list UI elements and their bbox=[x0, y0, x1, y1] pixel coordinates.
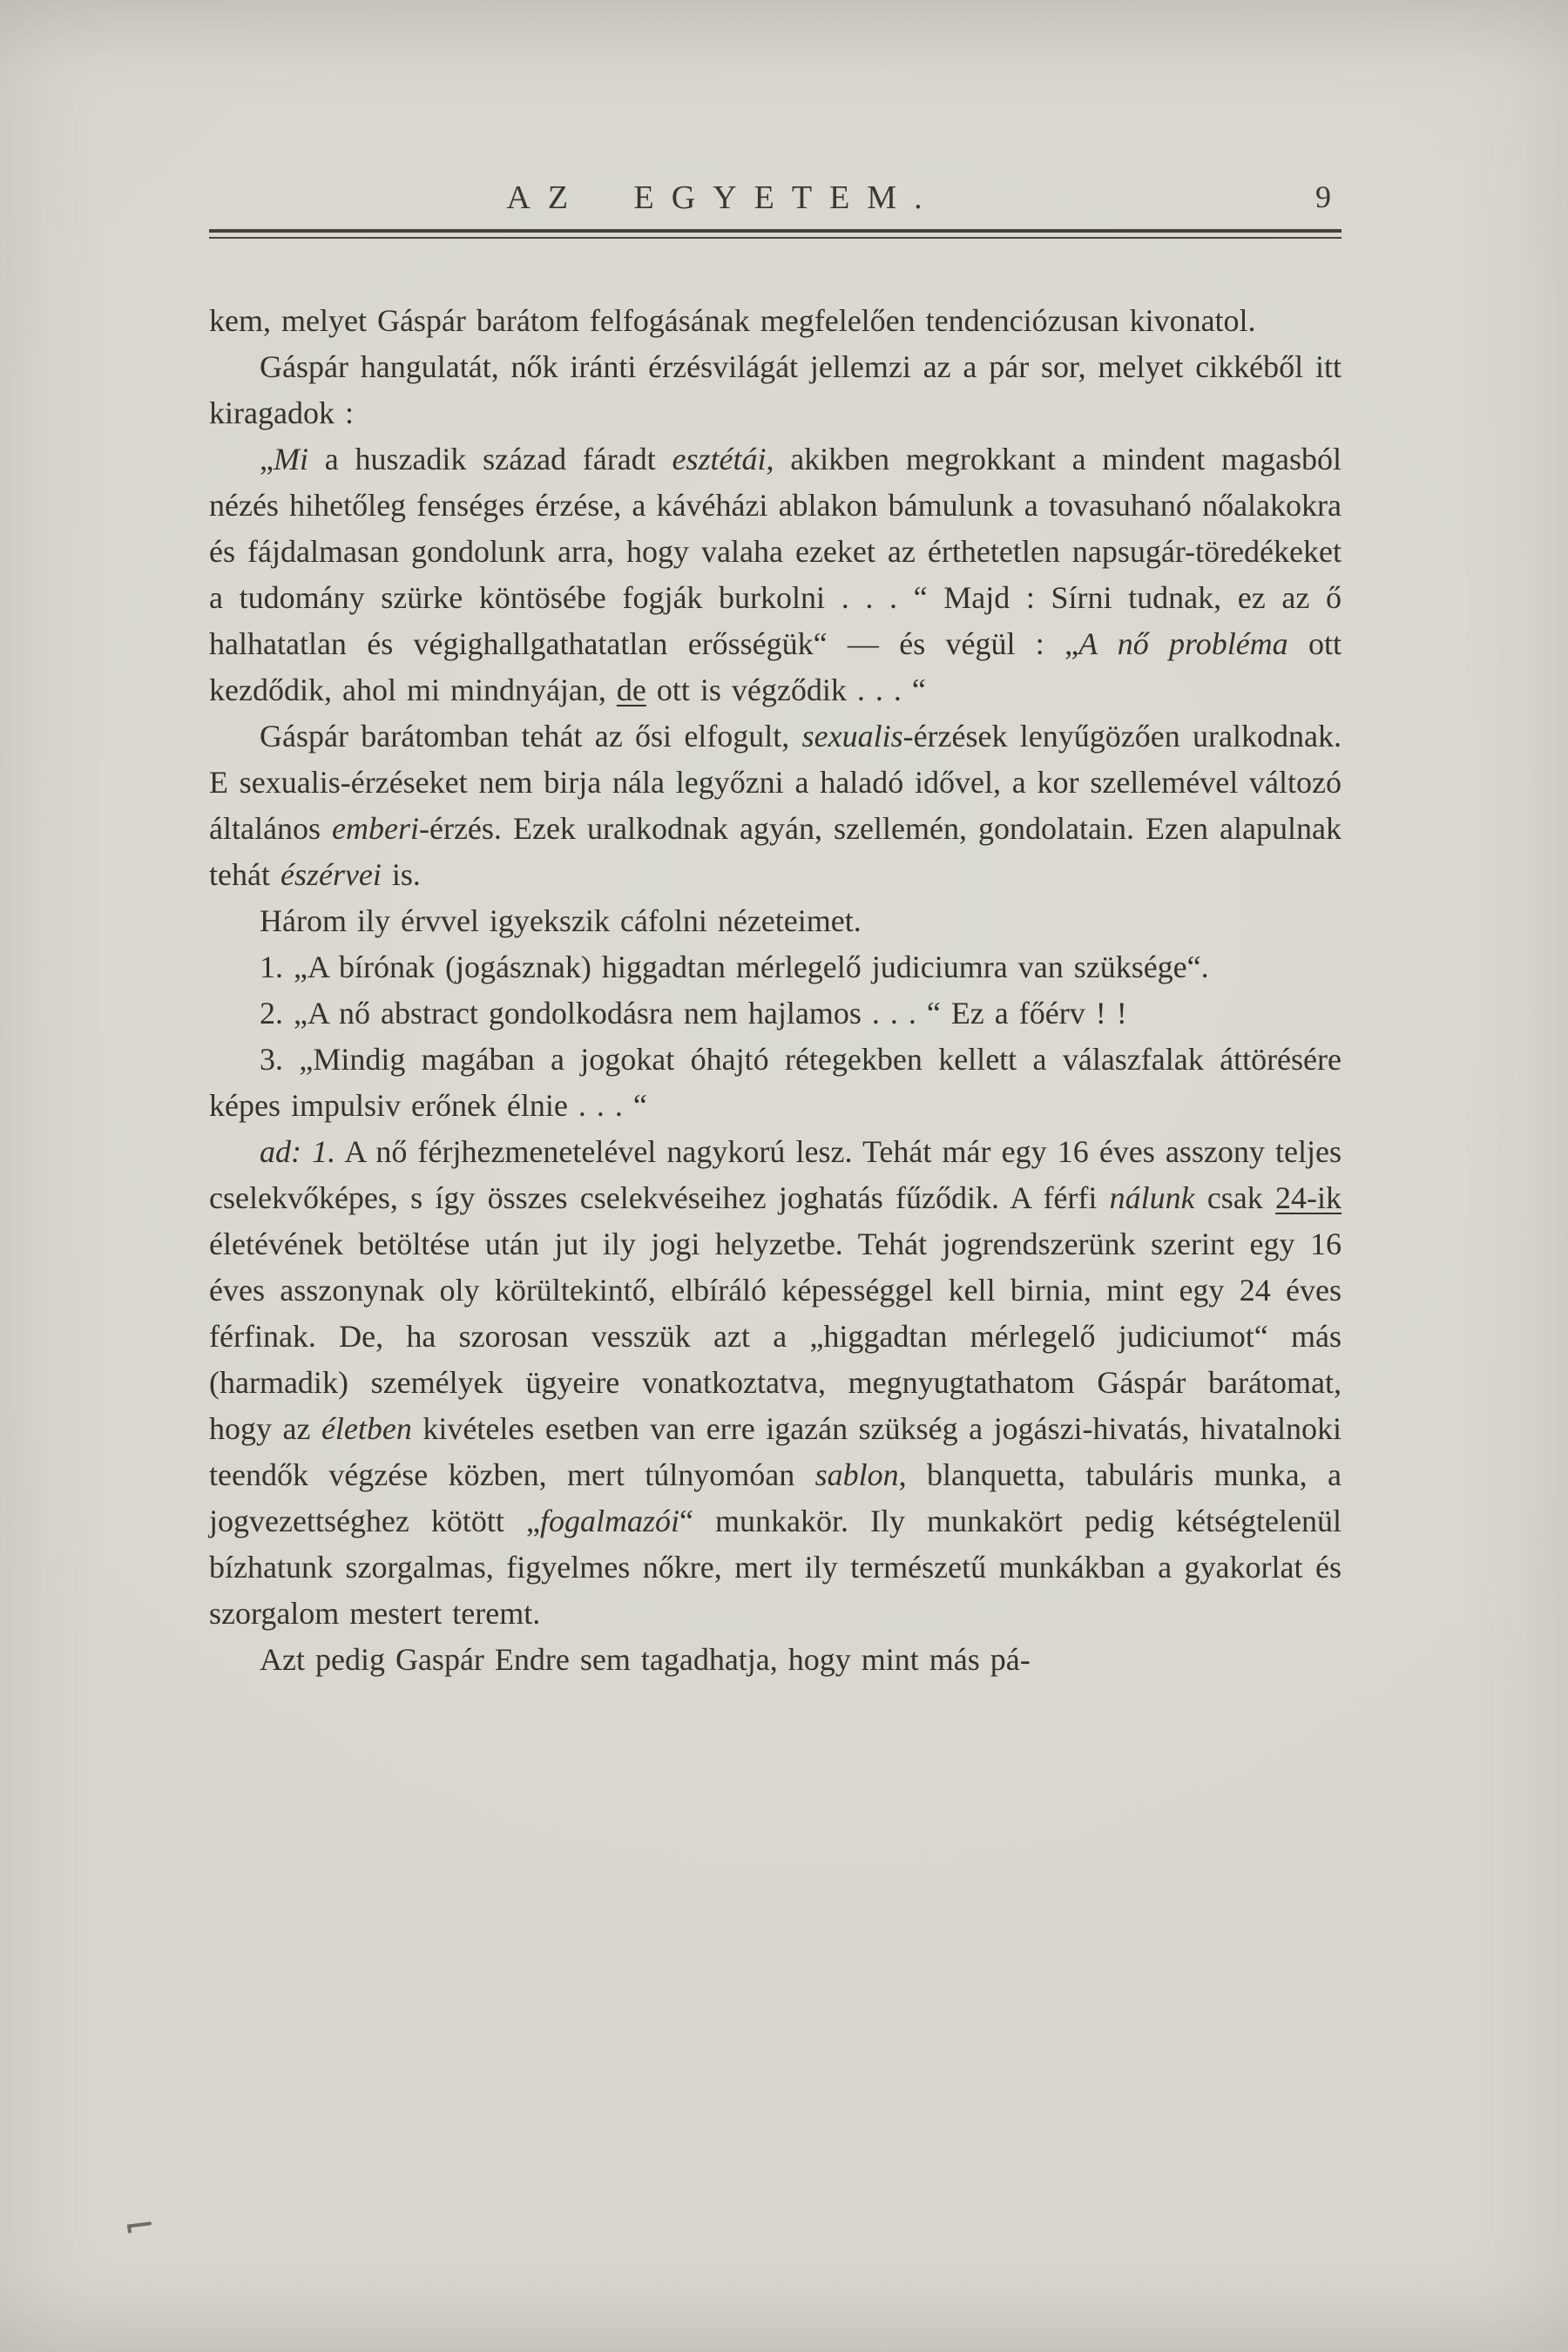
text-segment: A nő férjhezmenetelével nagykorú lesz. Tehát már egy 16 éves asszony teljes cselekvőképes, s így összes cselekvéseihez joghatás fűződik. A férfi bbox=[209, 1134, 1342, 1215]
paragraph bbox=[209, 344, 1342, 436]
text-segment: sexualis bbox=[801, 719, 903, 754]
text-segment: “ munkakör. Ily munkakört pedig kétségtelenül bízhatunk szorgalmas, figyelmes nőkre, mert ily természetű munkákban a gyakorlat és szorgalom mestert teremt. bbox=[209, 1504, 1342, 1631]
text-segment: kem, melyet Gáspár barátom felfogásának megfelelően tendenciózusan kivonatol. bbox=[209, 303, 1256, 338]
header-rule bbox=[209, 229, 1342, 239]
journal-header bbox=[209, 179, 1342, 239]
stray-pencil-mark bbox=[127, 2221, 152, 2227]
text-segment: életévének betöltése után jut ily jogi helyzetbe. Tehát jogrendszerünk szerint egy 16 éves asszonynak oly körültekintő, elbíráló képességgel kell birnia, mint egy 24 éves férfinak. De, ha szorosan vesszük azt a „higgadtan mérlegelő judiciumot“ más (harmadik) személyek ügyeire vonatkoztatva, megnyugtathatom Gáspár barátomat, hogy az bbox=[209, 1227, 1342, 1446]
text-segment: a huszadik század fáradt bbox=[308, 442, 672, 476]
text-segment: emberi bbox=[332, 811, 419, 846]
text-segment: csak bbox=[1194, 1180, 1276, 1215]
text-segment: akikben megrokkant a mindent magasból nézés hihetőleg fenséges érzése, a kávéházi ablakon bámulunk a tovasuhanó nőalakokra és fájdalmasan gondolunk arra, hogy valaha ezeket az érthetetlen napsugár-töredékeket a tudomány szürke köntösébe fogják burkolni . . . “ Majd : Sírni tudnak, ez az ő halhatatlan és végighallgathatatlan erősségük“ — és végül : „ bbox=[209, 442, 1342, 661]
text-block bbox=[209, 298, 1342, 1683]
text-segment: ott is végződik . . . “ bbox=[645, 672, 926, 707]
text-segment: sablon bbox=[814, 1457, 899, 1492]
text-segment: ott kezdődik, ahol mi mindnyájan, bbox=[209, 626, 1342, 707]
text-segment: Azt pedig Gaspár Endre sem tagadhatja, hogy mint más pá- bbox=[260, 1642, 1031, 1677]
text-segment: Mi bbox=[273, 442, 308, 476]
text-segment: , blanquetta, tabuláris munka, a jogvezettséghez kötött „ bbox=[209, 1457, 1342, 1538]
text-segment: 3. „Mindig magában a jogokat óhajtó rétegekben kellett a válaszfalak áttörésére képes impulsiv erőnek élnie . . . “ bbox=[209, 1042, 1342, 1123]
text-segment: -érzés. Ezek uralkodnak agyán, szellemén, gondolatain. Ezen alapulnak tehát bbox=[209, 811, 1342, 892]
paragraph bbox=[209, 990, 1342, 1037]
text-segment: 2. „A nő abstract gondolkodásra nem hajlamos . . . “ Ez a főérv ! ! bbox=[260, 996, 1127, 1031]
text-segment: Gáspár hangulatát, nők iránti érzésvilágát jellemzi az a pár sor, melyet cikkéből itt kiragadok : bbox=[209, 349, 1342, 430]
paragraph bbox=[209, 1037, 1342, 1129]
paragraph bbox=[209, 713, 1342, 898]
text-segment: ad: 1. bbox=[260, 1134, 336, 1169]
text-segment: nálunk bbox=[1109, 1180, 1195, 1215]
text-segment: 24-ik bbox=[1275, 1180, 1342, 1215]
page-number: 9 bbox=[1315, 179, 1331, 214]
text-segment: is. bbox=[381, 857, 421, 892]
journal-title: AZ EGYETEM. bbox=[506, 179, 940, 216]
paragraph bbox=[209, 436, 1342, 713]
paragraph bbox=[209, 298, 1342, 344]
paragraph bbox=[209, 1637, 1342, 1683]
text-segment: fogalmazói bbox=[539, 1504, 679, 1538]
text-segment: 1. „A bírónak (jogásznak) higgadtan mérlegelő judiciumra van szüksége“. bbox=[260, 950, 1209, 984]
text-segment: Gáspár barátomban tehát az ősi elfogult, bbox=[260, 719, 802, 754]
paragraph bbox=[209, 898, 1342, 944]
text-segment: életben bbox=[321, 1411, 412, 1446]
text-segment: Három ily érvvel igyekszik cáfolni nézeteimet. bbox=[260, 903, 862, 938]
text-segment: észérvei bbox=[280, 857, 382, 892]
text-segment: „ bbox=[260, 442, 274, 476]
text-segment: -érzések lenyűgözően uralkodnak. E sexualis-érzéseket nem birja nála legyőzni a haladó idővel, a kor szellemével változó általános bbox=[209, 719, 1342, 846]
paragraph bbox=[209, 1129, 1342, 1637]
text-segment: de bbox=[616, 672, 646, 707]
text-segment: esztétái, bbox=[672, 442, 774, 476]
text-segment: kivételes esetben van erre igazán szükség a jogászi-hivatás, hivatalnoki teendők végzése közben, mert túlnyomóan bbox=[209, 1411, 1342, 1492]
paragraph bbox=[209, 944, 1342, 990]
text-segment: A nő probléma bbox=[1078, 626, 1288, 661]
